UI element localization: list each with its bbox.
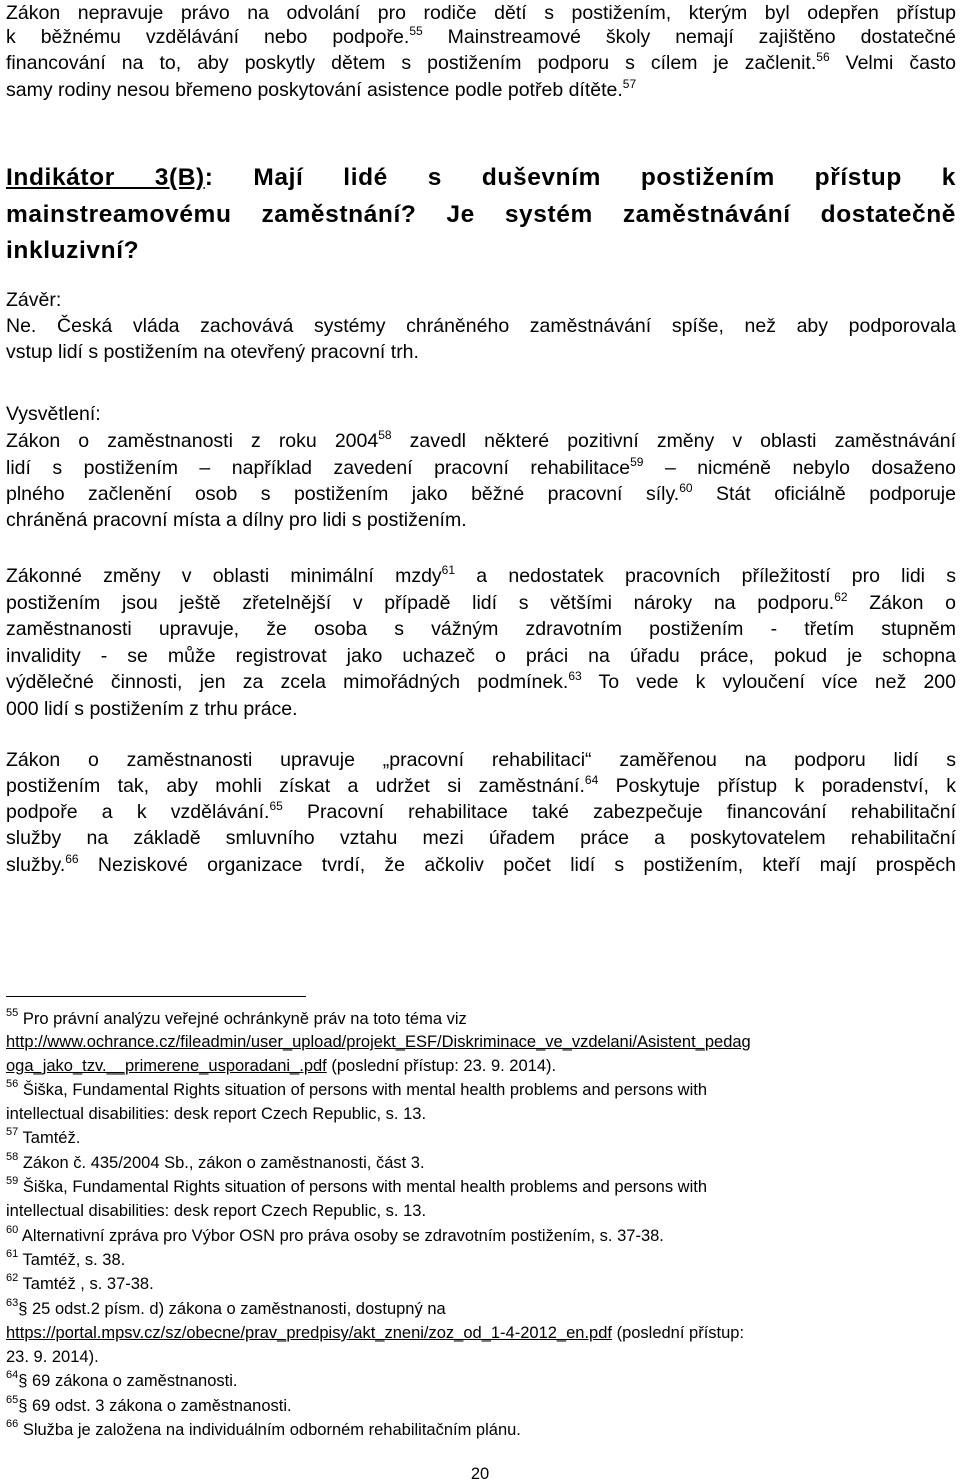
exp-p2-line-4 — [6, 643, 956, 670]
text: 23. 9. 2014). — [6, 1348, 99, 1366]
footnote-59-line-2 — [6, 1200, 956, 1223]
text: Zákon o zaměstnanosti upravuje „pracovní rehabilitaci“ zaměřenou na podporu lidí s — [6, 749, 956, 771]
indicator-heading-line-1 — [6, 159, 956, 196]
text: služby. — [6, 854, 66, 876]
text: Zákon o — [847, 592, 956, 614]
footnote-number: 58 — [6, 1150, 19, 1163]
footnote-ref[interactable]: 58 — [378, 427, 392, 442]
footnote-ref[interactable]: 65 — [269, 798, 283, 813]
footnote-64 — [6, 1370, 956, 1393]
footnote-55-link[interactable]: http://www.ochrance.cz/fileadmin/user_upload/projekt_ESF/Diskriminace_ve_vzdelani/Asistent_pedag — [6, 1033, 751, 1051]
footnote-number: 59 — [6, 1174, 19, 1187]
footnote-ref[interactable]: 60 — [679, 480, 693, 495]
footnote-ref[interactable]: 66 — [65, 851, 79, 866]
exp-p3-line-4 — [6, 825, 956, 852]
footnote-65 — [6, 1395, 956, 1418]
text: zaměstnanosti upravuje, že osoba s vážným zdravotním postižením - třetím stupněm — [6, 618, 956, 640]
footnote-ref[interactable]: 56 — [816, 49, 830, 64]
footnote-ref[interactable]: 62 — [834, 589, 848, 604]
text: Šiška, Fundamental Rights situation of persons with mental health problems and persons with — [18, 1178, 708, 1196]
text: inkluzivní? — [6, 237, 140, 264]
text: Velmi často — [829, 52, 956, 74]
text: – nicméně nebylo dosaženo — [643, 457, 956, 479]
text: Poskytuje přístup k poradenství, k — [598, 775, 956, 797]
footnote-ref[interactable]: 63 — [568, 668, 582, 683]
footnote-number: 62 — [6, 1271, 19, 1284]
explanation-label: Vysvětlení: — [6, 403, 101, 425]
footnote-61 — [6, 1249, 956, 1272]
text: intellectual disabilities: desk report Czech Republic, s. 13. — [6, 1202, 427, 1220]
text: Šiška, Fundamental Rights situation of persons with mental health problems and persons with — [18, 1081, 708, 1099]
text: výdělečné činnosti, jen za zcela mimořádných podmínek. — [6, 671, 569, 693]
footnote-56-line-2 — [6, 1103, 956, 1126]
text: (poslední přístup: 23. 9. 2014). — [326, 1057, 557, 1075]
footnote-ref[interactable]: 64 — [584, 772, 599, 787]
text: Mainstreamové školy nemají zajištěno dostatečné — [422, 26, 956, 48]
conclusion-line-1 — [6, 313, 956, 340]
text: služby na základě smluvního vztahu mezi úřadem práce a poskytovatelem rehabilitační — [6, 827, 956, 849]
text: podpoře a k vzdělávání. — [6, 801, 270, 823]
footnote-number: 66 — [6, 1417, 19, 1430]
text: Neziskové organizace tvrdí, že ačkoliv počet lidí s postižením, kteří mají prospěch — [78, 854, 956, 876]
footnote-60 — [6, 1225, 956, 1248]
text: plného začlenění osob s postižením jako běžné pracovní síly. — [6, 483, 680, 505]
footnote-separator — [6, 996, 306, 997]
text: postižením jsou ještě zřetelnější v případě lidí s většími nároky na podporu. — [6, 592, 835, 614]
exp-p2-line-3 — [6, 616, 956, 643]
footnote-63-link-line — [6, 1322, 956, 1345]
footnote-62 — [6, 1273, 956, 1296]
exp-p1-line-4 — [6, 507, 956, 534]
footnote-number: 57 — [6, 1125, 19, 1138]
conclusion-line-2 — [6, 339, 956, 366]
page-number: 20 — [470, 1465, 490, 1483]
exp-p3-line-2 — [6, 773, 956, 800]
exp-p2-line-6 — [6, 696, 956, 723]
exp-p2-line-2 — [6, 590, 956, 617]
text: vstup lidí s postižením na otevřený pracovní trh. — [6, 341, 419, 363]
text: Zákon nepravuje právo na odvolání pro rodiče dětí s postižením, kterým byl odepřen přístup — [6, 2, 956, 24]
text: 000 lidí s postižením z trhu práce. — [6, 698, 298, 720]
footnote-number: 55 — [6, 1006, 19, 1019]
text: Pracovní rehabilitace také zabezpečuje financování rehabilitační — [282, 801, 956, 823]
text: (poslední přístup: — [611, 1324, 745, 1342]
exp-p1-line-2 — [6, 455, 956, 482]
intro-line-3 — [6, 50, 956, 77]
text: a nedostatek pracovních příležitostí pro lidi s — [455, 565, 956, 587]
footnote-number: 60 — [6, 1223, 19, 1236]
text: Zákon o zaměstnanosti z roku 2004 — [6, 430, 379, 452]
footnote-55-link-line — [6, 1031, 956, 1054]
text: Stát oficiálně podporuje — [692, 483, 956, 505]
text: Tamtéž. — [18, 1129, 81, 1147]
text: financování na to, aby poskytly dětem s postižením podporu s cílem je začlenit. — [6, 52, 817, 74]
footnote-56 — [6, 1079, 956, 1102]
text: Alternativní zpráva pro Výbor OSN pro práva osoby se zdravotním postižením, s. 37-38. — [18, 1227, 664, 1245]
footnote-number: 61 — [6, 1247, 19, 1260]
exp-p3-line-1 — [6, 747, 956, 774]
text: Zákonné změny v oblasti minimální mzdy — [6, 565, 442, 587]
indicator-label: Indikátor 3(B) — [6, 164, 205, 191]
text: zavedl některé pozitivní změny v oblasti zaměstnávání — [391, 430, 956, 452]
text: postižením tak, aby mohli získat a udržet si zaměstnání. — [6, 775, 585, 797]
footnote-66 — [6, 1419, 956, 1442]
exp-p1-line-1 — [6, 428, 956, 455]
footnote-ref[interactable]: 57 — [622, 76, 637, 91]
text: Pro právní analýzu veřejné ochránkyně práv na toto téma viz — [18, 1010, 467, 1028]
text: samy rodiny nesou břemeno poskytování asistence podle potřeb dítěte. — [6, 79, 623, 101]
text: Služba je založena na individuálním odborném rehabilitačním plánu. — [18, 1421, 521, 1439]
exp-p2-line-5 — [6, 669, 956, 696]
footnote-number: 63 — [6, 1296, 19, 1309]
text: : Mají lidé s duševním postižením přístup k — [204, 164, 956, 191]
text: lidí s postižením – například zavedení pracovní rehabilitace — [6, 457, 631, 479]
footnote-57 — [6, 1127, 956, 1150]
text: Ne. Česká vláda zachovává systémy chráněného zaměstnávání spíše, než aby podporovala — [6, 315, 956, 337]
indicator-heading-line-2 — [6, 196, 956, 233]
intro-line-4 — [6, 77, 956, 104]
exp-p2-line-1 — [6, 563, 956, 590]
indicator-heading-line-3 — [6, 232, 956, 269]
footnote-59 — [6, 1176, 956, 1199]
intro-line-2 — [6, 24, 956, 51]
exp-p1-line-3 — [6, 481, 956, 508]
text: Tamtéž, s. 38. — [18, 1251, 126, 1269]
exp-p3-line-5 — [6, 852, 956, 879]
footnote-55-link-cont[interactable]: oga_jako_tzv.__primerene_usporadani_.pdf — [6, 1057, 327, 1075]
text: chráněná pracovní místa a dílny pro lidi s postižením. — [6, 509, 467, 531]
text: Zákon č. 435/2004 Sb., zákon o zaměstnanosti, část 3. — [18, 1154, 425, 1172]
text: Tamtéž , s. 37-38. — [18, 1275, 154, 1293]
footnote-55 — [6, 1008, 956, 1031]
footnote-ref[interactable]: 59 — [630, 454, 644, 469]
footnote-58 — [6, 1152, 956, 1175]
footnote-ref[interactable]: 55 — [409, 23, 423, 38]
intro-line-1 — [6, 0, 956, 27]
conclusion-label: Závěr: — [6, 289, 62, 311]
text: § 25 odst.2 písm. d) zákona o zaměstnanosti, dostupný na — [18, 1300, 446, 1318]
footnote-55-link-line-2 — [6, 1055, 956, 1078]
text: § 69 zákona o zaměstnanosti. — [18, 1372, 238, 1390]
exp-p3-line-3 — [6, 799, 956, 826]
footnote-63 — [6, 1298, 956, 1321]
footnote-number: 56 — [6, 1077, 19, 1090]
footnote-ref[interactable]: 61 — [441, 562, 456, 577]
text: intellectual disabilities: desk report Czech Republic, s. 13. — [6, 1105, 427, 1123]
text: § 69 odst. 3 zákona o zaměstnanosti. — [18, 1397, 292, 1415]
text: mainstreamovému zaměstnání? Je systém zaměstnávání dostatečně — [6, 201, 956, 228]
footnote-number: 65 — [6, 1393, 19, 1406]
footnote-63-link[interactable]: https://portal.mpsv.cz/sz/obecne/prav_predpisy/akt_zneni/zoz_od_1-4-2012_en.pdf — [6, 1324, 612, 1342]
text: To vede k vyloučení více než 200 — [581, 671, 956, 693]
footnote-63-line-3 — [6, 1346, 956, 1369]
text: k běžnému vzdělávání nebo podpoře. — [6, 26, 410, 48]
footnote-number: 64 — [6, 1368, 19, 1381]
text: invalidity - se může registrovat jako uchazeč o práci na úřadu práce, pokud je schopna — [6, 645, 956, 667]
